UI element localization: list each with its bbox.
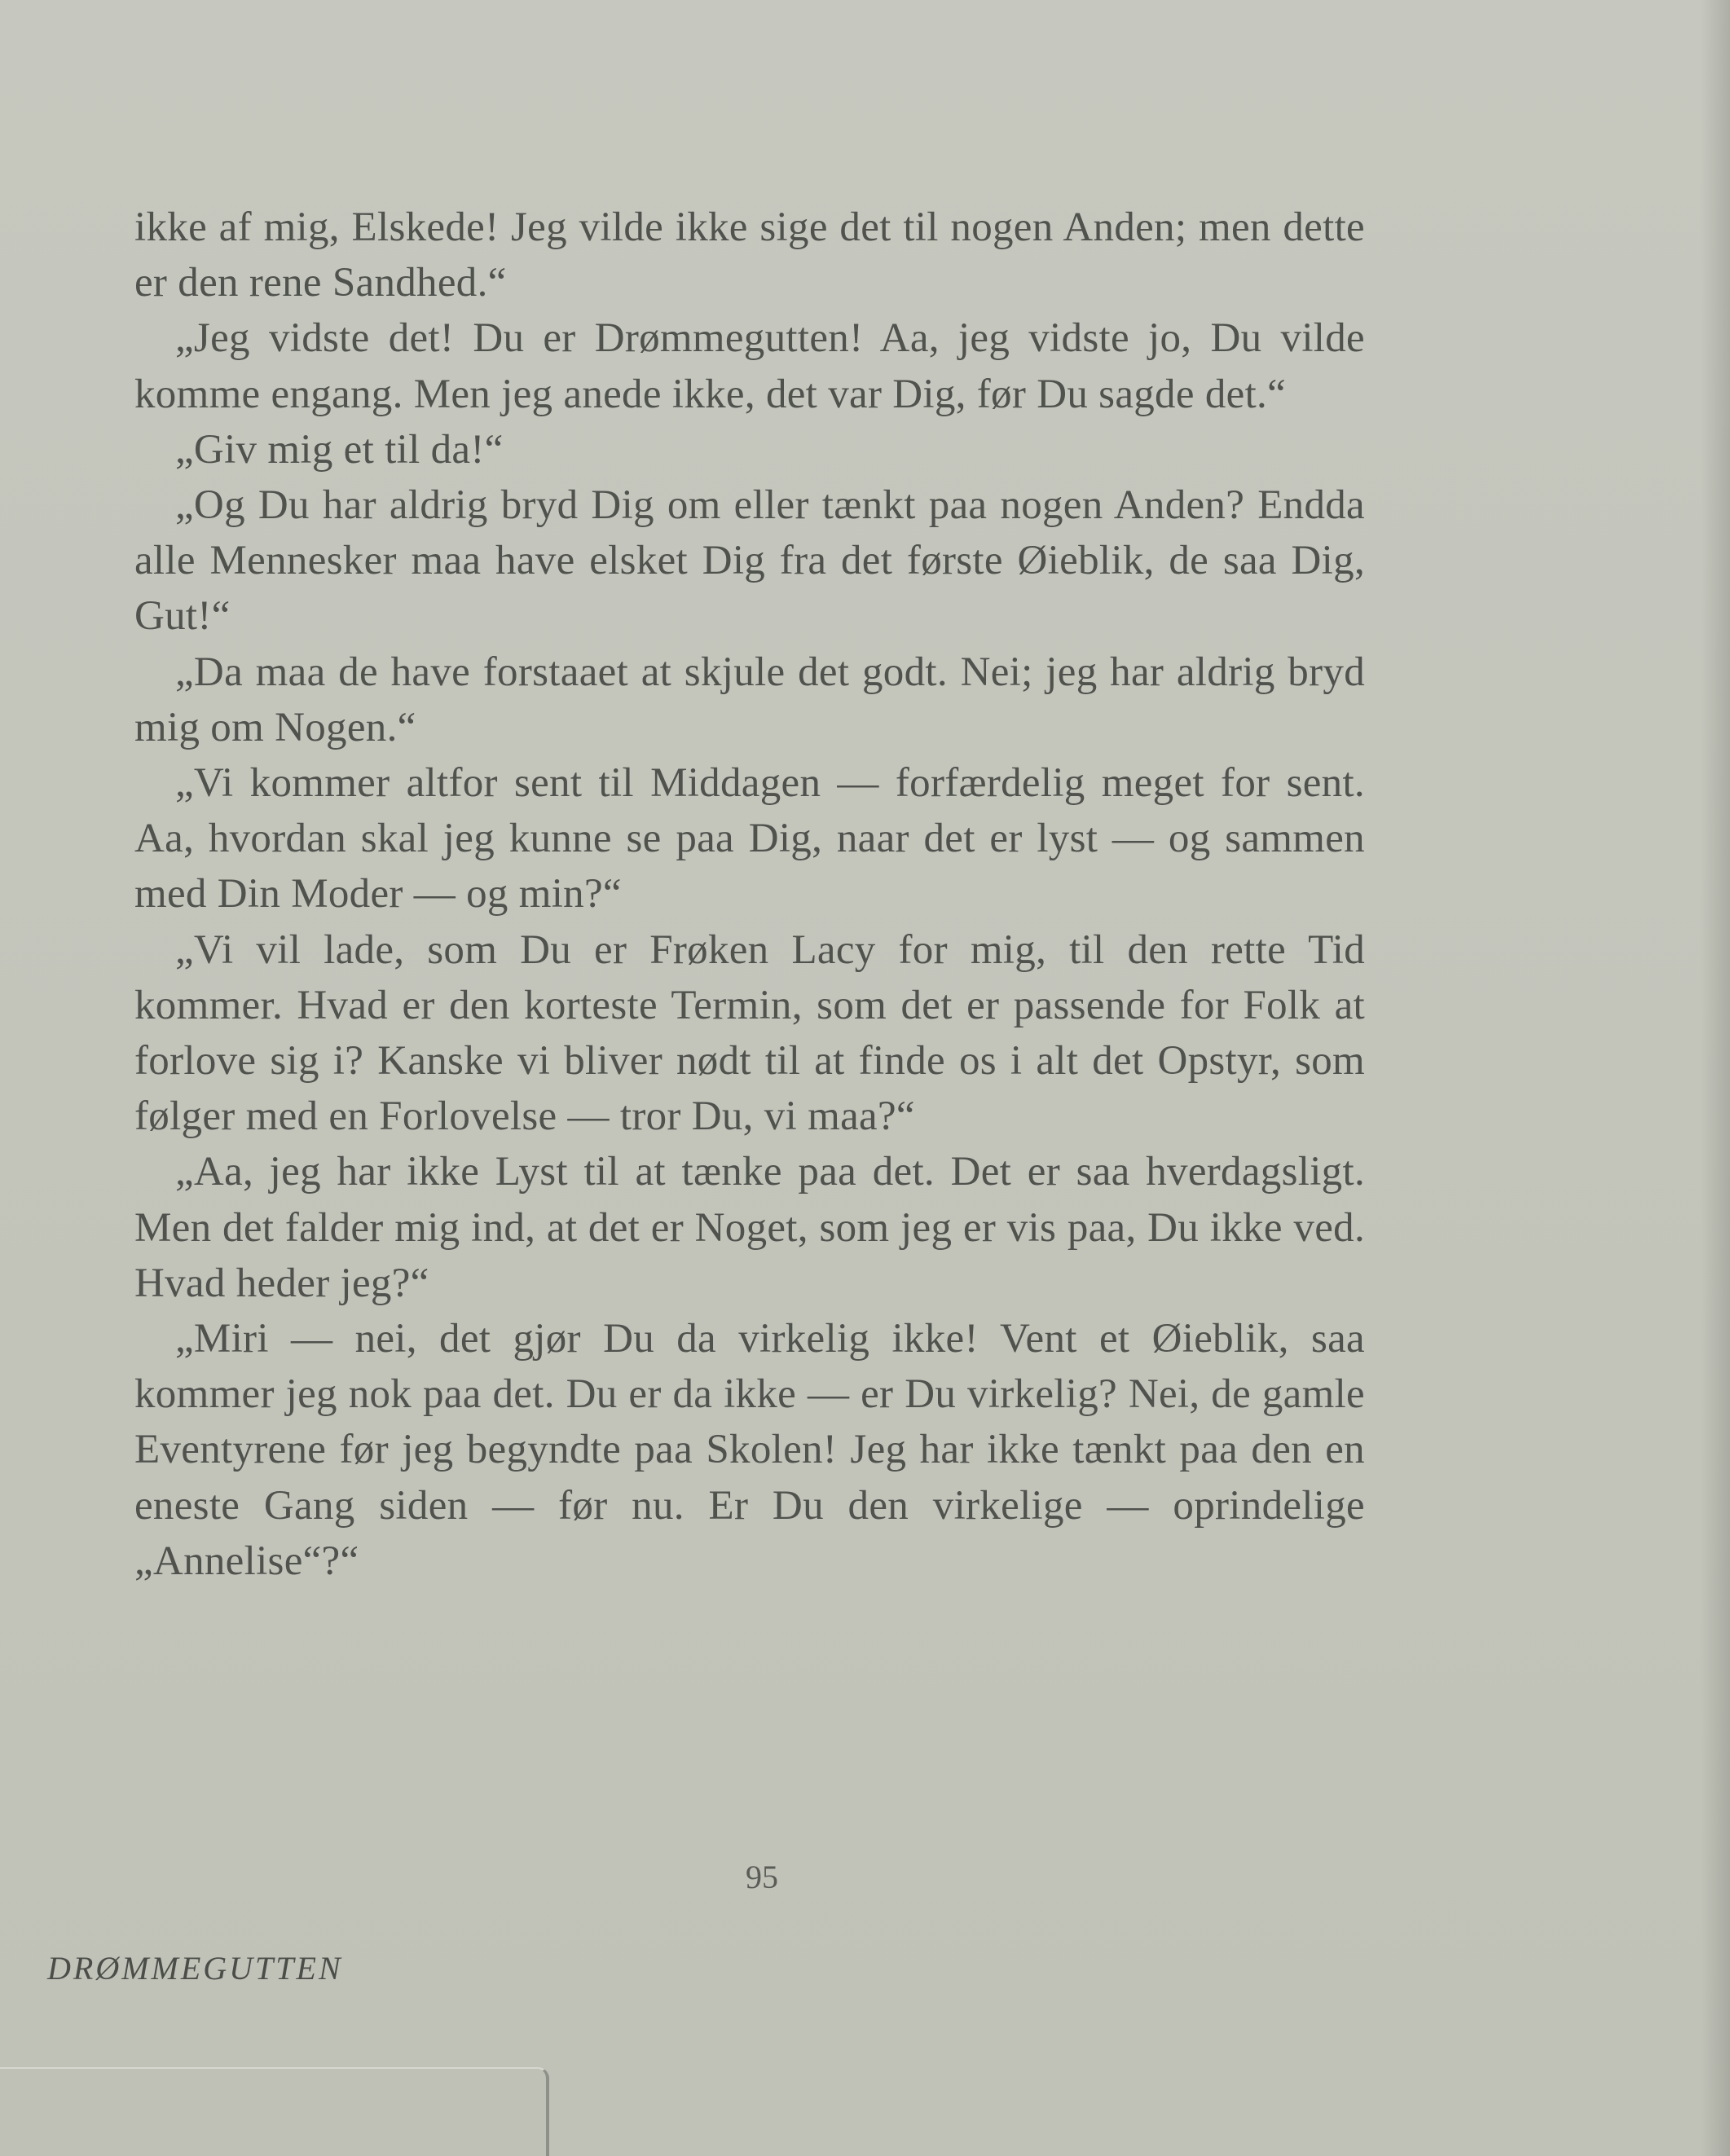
paragraph: „Vi kommer altfor sent til Middagen — forfærdelig meget for sent. Aa, hvordan skal jeg kunne se paa Dig, naar det er lyst — og sammen med Din Moder — og min?“ xyxy=(134,760,1365,917)
paragraph: „Miri — nei, det gjør Du da virkelig ikke! Vent et Øieblik, saa kommer jeg nok paa det. Du er da ikke — er Du virkelig? Nei, de gamle Eventyrene før jeg begyndte paa Skolen! Jeg har ikke tænkt paa den en eneste Gang siden — før nu. Er Du den virkelige — oprindelige „Annelise“?“ xyxy=(134,1316,1365,1584)
paragraph: „Aa, jeg har ikke Lyst til at tænke paa det. Det er saa hverdagsligt. Men det falder mig ind, at det er Noget, som jeg er vis paa, Du ikke ved. Hvad heder jeg?“ xyxy=(134,1149,1365,1306)
paragraph: „Jeg vidste det! Du er Drømmegutten! Aa, jeg vidste jo, Du vilde komme engang. Men jeg anede ikke, det var Dig, før Du sagde det.“ xyxy=(134,315,1365,417)
paragraph: „Og Du har aldrig bryd Dig om eller tænkt paa nogen Anden? Endda alle Mennesker maa have elsket Dig fra det første Øieblik, de saa Dig, Gut!“ xyxy=(134,482,1365,640)
paragraph: „Giv mig et til da!“ xyxy=(175,426,504,473)
page-edge-shadow xyxy=(1701,0,1730,2156)
paragraph-continued: ikke af mig, Elskede! Jeg vilde ikke sige det til nogen Anden; men dette er den rene Sandhed.“ xyxy=(134,205,1365,306)
running-footer: DRØMMEGUTTEN xyxy=(47,1950,343,1987)
scan-bottom-tab xyxy=(0,2067,549,2156)
paragraph: „Vi vil lade, som Du er Frøken Lacy for mig, til den rette Tid kommer. Hvad er den korteste Termin, som det er passende for Folk at forlove sig i? Kanske vi bliver nødt til at finde os i alt det Opstyr, som følger med en Forlovelse — tror Du, vi maa?“ xyxy=(134,926,1365,1140)
paragraph: „Da maa de have forstaaet at skjule det godt. Nei; jeg har aldrig bryd mig om Nogen.“ xyxy=(134,649,1365,750)
body-text xyxy=(134,200,1365,1589)
page-number: 95 xyxy=(746,1859,778,1895)
